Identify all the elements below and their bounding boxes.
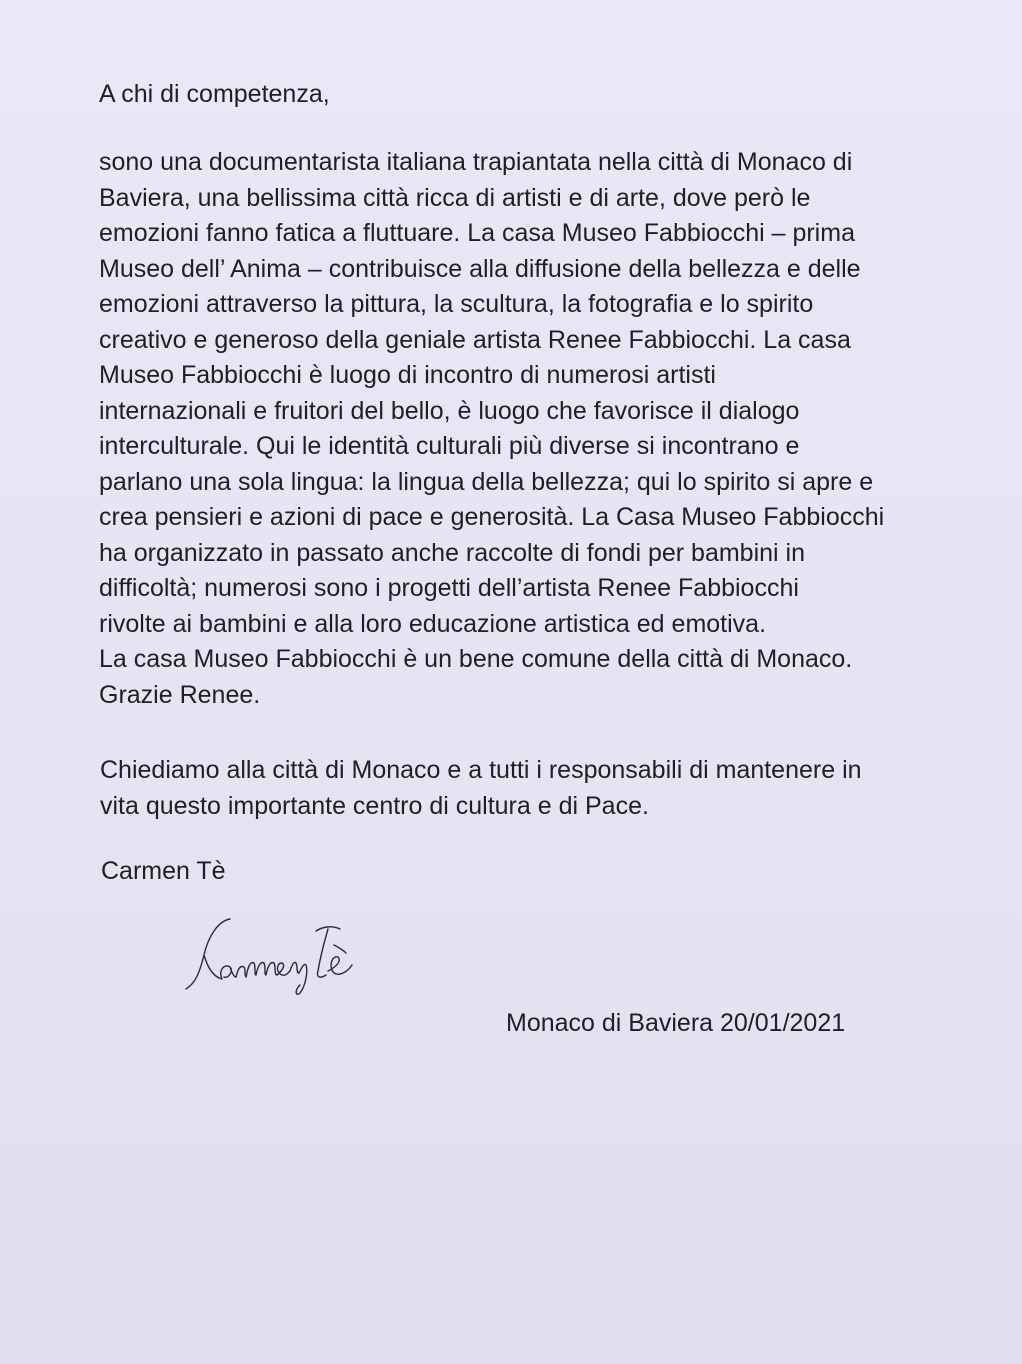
body-line: emozioni attraverso la pittura, la scultura, la fotografia e lo spirito <box>99 290 814 318</box>
body-line: crea pensieri e azioni di pace e generosità. La Casa Museo Fabbiocchi <box>99 503 885 531</box>
body-line: Museo dell’ Anima – contribuisce alla diffusione della bellezza e delle <box>99 254 861 283</box>
body-line: interculturale. Qui le identità culturali più diverse si incontrano e <box>99 432 800 460</box>
body-line: Museo Fabbiocchi è luogo di incontro di numerosi artisti <box>99 361 716 389</box>
body-line: Baviera, una bellissima città ricca di artisti e di arte, dove però le <box>99 183 811 212</box>
body-line: sono una documentarista italiana trapiantata nella città di Monaco di <box>99 148 853 176</box>
body-line: parlano una sola lingua: la lingua della bellezza; qui lo spirito si apre e <box>99 467 874 496</box>
request-line: Chiediamo alla città di Monaco e a tutti i responsabili di mantenere in <box>100 756 862 784</box>
handwritten-signature <box>178 905 388 1000</box>
body-line: emozioni fanno fatica a fluttuare. La casa Museo Fabbiocchi – prima <box>99 219 855 247</box>
body-line: difficoltà; numerosi sono i progetti dell’artista Renee Fabbiocchi <box>99 574 799 602</box>
body-line: rivolte ai bambini e alla loro educazione artistica ed emotiva. <box>99 609 767 638</box>
body-line: ha organizzato in passato anche raccolte di fondi per bambini in <box>99 538 805 567</box>
request-line: vita questo importante centro di cultura e di Pace. <box>100 791 649 820</box>
body-line: Grazie Renee. <box>99 680 261 709</box>
body-line: La casa Museo Fabbiocchi è un bene comune della città di Monaco. <box>99 645 853 673</box>
author-name: Carmen Tè <box>101 857 226 885</box>
request-paragraph <box>100 753 1000 824</box>
salutation: A chi di competenza, <box>99 80 330 108</box>
letter-body <box>99 145 999 713</box>
body-line: creativo e generoso della geniale artista Renee Fabbiocchi. La casa <box>99 325 851 354</box>
body-line: internazionali e fruitori del bello, è luogo che favorisce il dialogo <box>99 396 800 425</box>
place-and-date: Monaco di Baviera 20/01/2021 <box>506 1009 846 1037</box>
